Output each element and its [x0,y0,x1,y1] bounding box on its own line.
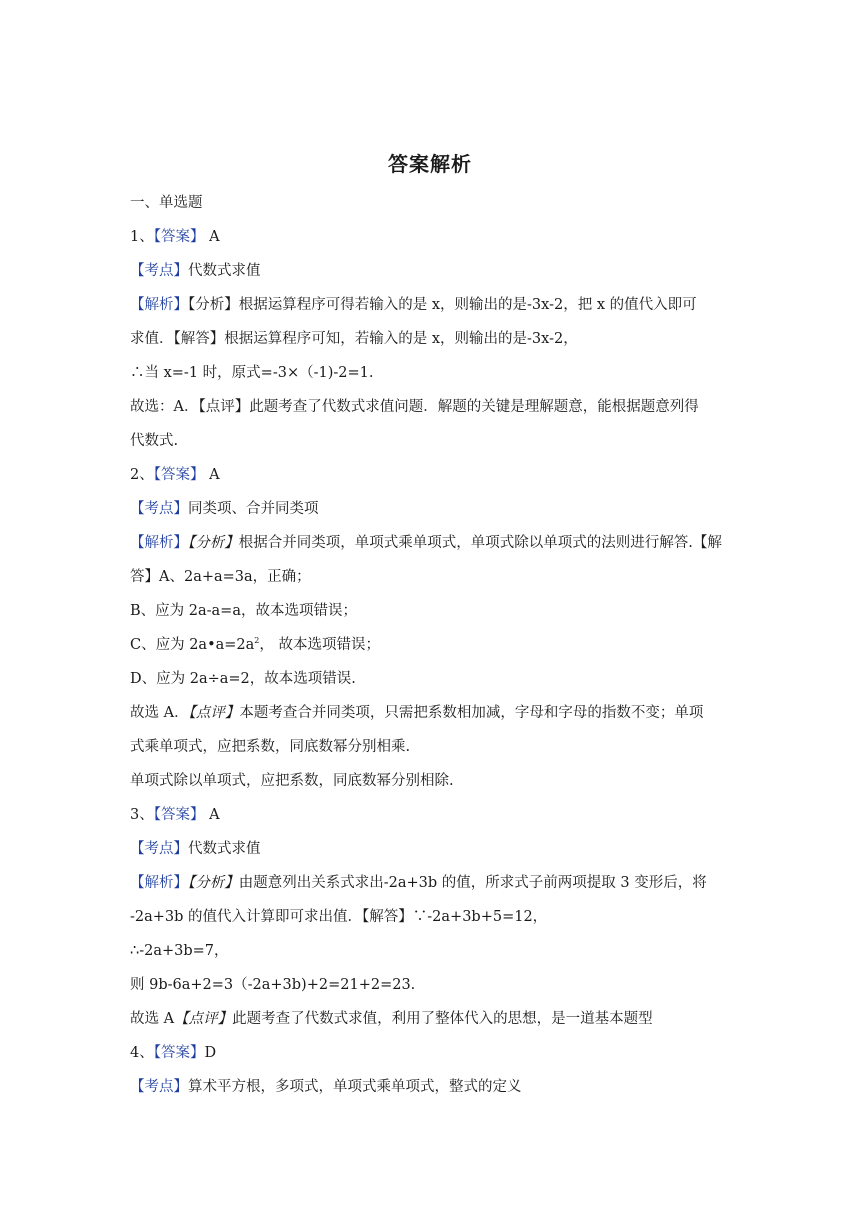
q3-analysis-line-2: -2a+3b 的值代入计算即可求出值．【解答】∵-2a+3b+5=12， [130,909,548,925]
q2-analysis-text-1: 根据合并同类项，单项式乘单项式，单项式除以单项式的法则进行解答.【解 [238,535,722,551]
q2-number: 2、 [130,467,154,483]
q3-answer-tag: 【答案】 [153,807,205,823]
q2-answer-tag: 【答案】 [153,467,205,483]
q3-analysis-line-1 [130,866,742,900]
q1-topic-line [130,254,742,288]
page-title: 答案解析 [388,152,472,176]
q2-analysis-line-4 [130,628,742,662]
q4-topic-line [130,1070,742,1104]
section-heading: 一、单选题 [130,195,203,211]
q4-answer-tag: 【答案】 [153,1045,205,1061]
q1-answer-line [130,220,742,254]
q1-number: 1、 [130,229,154,245]
q4-number: 4、 [130,1045,154,1061]
q3-answer: A [204,807,220,823]
q3-answer-line [130,798,742,832]
q2-line4-pre: C、应为 2a•a=2a [130,637,255,653]
q2-comment-tag: 【点评】 [188,705,240,721]
q2-topic-tag: 【考点】 [130,501,188,517]
q3-analysis-line-5 [130,1002,742,1036]
q2-analysis-line-8: 单项式除以单项式，应把系数，同底数幂分别相除. [130,773,454,789]
q3-topic: 代数式求值 [188,841,261,857]
q1-analysis-line-2: 求值．【解答】根据运算程序可知，若输入的是 x，则输出的是-3x-2， [130,331,578,347]
q2-line4-exponent: 2 [254,636,260,645]
q1-analysis-line-3: ∴当 x=-1 时，原式=-3×（-1)-2=1. [130,365,374,381]
q2-line6-pre: 故选 A． [130,705,189,721]
q1-analysis-line-5: 代数式. [130,433,179,449]
q2-analysis-line-5: D、应为 2a÷a=2，故本选项错误. [130,671,356,687]
q2-topic-line [130,492,742,526]
q2-analysis-line-1 [130,526,742,560]
q1-analysis-line-4: 故选：A．【点评】此题考查了代数式求值问题．解题的关键是理解题意，能根据题意列得 [130,399,699,415]
q4-topic: 算术平方根，多项式，单项式乘单项式，整式的定义 [188,1079,522,1095]
q3-analysis-italic-tag: 【分析】 [188,875,239,891]
q3-number: 3、 [130,807,154,823]
q3-analysis-text-1: 由题意列出关系式求出-2a+3b 的值，所求式子前两项提取 3 变形后，将 [238,875,707,891]
q1-topic: 代数式求值 [188,263,261,279]
q2-analysis-italic-tag: 【分析】 [188,535,239,551]
q1-analysis-text-1: 【分析】根据运算程序可得若输入的是 x，则输出的是-3x-2，把 x 的值代入即可 [188,297,697,313]
q4-answer-line [130,1036,742,1070]
q4-answer: D [204,1045,217,1061]
q1-answer: A [204,229,220,245]
q2-line6-text: 本题考查合并同类项，只需把系数相加减，字母和字母的指数不变；单项 [239,705,704,721]
q2-analysis-line-2: 答】A、2a+a=3a，正确； [130,569,311,585]
q1-answer-tag: 【答案】 [153,229,205,245]
q3-line5-text: 此题考查了代数式求值，利用了整体代入的思想，是一道基本题型 [232,1011,653,1027]
q2-topic: 同类项、合并同类项 [188,501,319,517]
q2-analysis-line-3: B、应为 2a-a=a，故本选项错误； [130,603,357,619]
q1-topic-tag: 【考点】 [130,263,188,279]
q3-analysis-line-3: ∴-2a+3b=7， [130,943,229,959]
q2-answer-line [130,458,742,492]
q2-line4-post: ， 故本选项错误； [259,637,380,653]
q2-analysis-tag: 【解析】 [130,535,188,551]
q1-analysis-tag: 【解析】 [130,297,188,313]
answer-content [130,186,742,1104]
q3-comment-tag: 【点评】 [174,1011,233,1027]
q2-analysis-line-7: 式乘单项式，应把系数，同底数幂分别相乘. [130,739,411,755]
q1-analysis-line-1 [130,288,742,322]
q3-line5-pre: 故选 A [130,1011,175,1027]
q3-topic-tag: 【考点】 [130,841,188,857]
q2-analysis-line-6 [130,696,742,730]
q2-answer: A [204,467,220,483]
q3-topic-line [130,832,742,866]
q4-topic-tag: 【考点】 [130,1079,188,1095]
q3-analysis-line-4: 则 9b-6a+2=3（-2a+3b)+2=21+2=23. [130,977,416,993]
q3-analysis-tag: 【解析】 [130,875,188,891]
